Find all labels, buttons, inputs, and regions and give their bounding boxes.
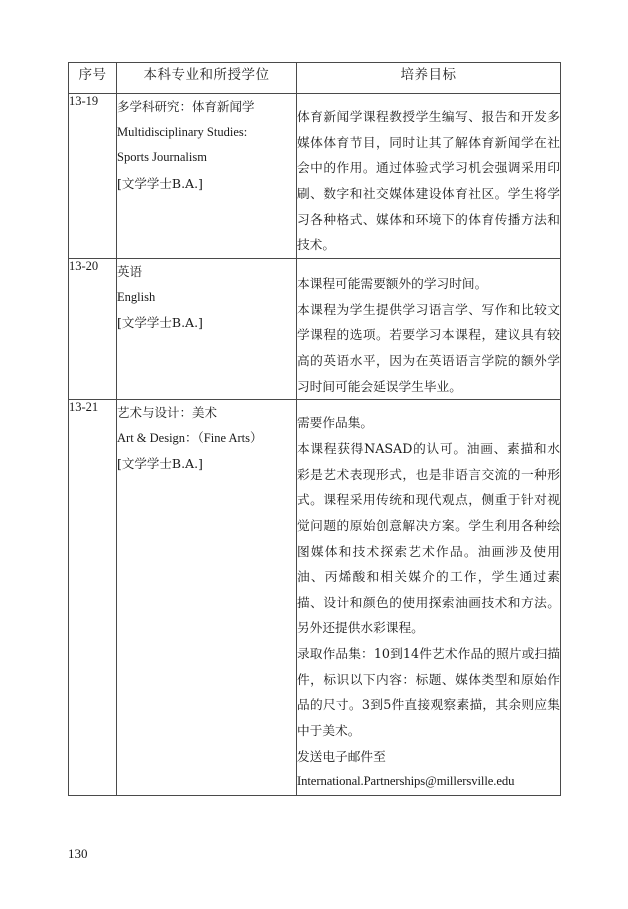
table-row (69, 258, 561, 399)
major-line-en-2: Sports Journalism (117, 150, 207, 165)
goal-paragraph: 录取作品集：10到14件艺术作品的照片或扫描件，标识以下内容：标题、媒体类型和原始作品的尺寸。3到5件直接观察素描，其余则应集中于美术。 (297, 646, 560, 739)
programs-table (68, 62, 561, 796)
major-line-cn: 英语 (117, 263, 143, 279)
table-header (69, 63, 561, 94)
major-line-en-1: Multidisciplinary Studies: (117, 124, 248, 139)
cell-program-major (117, 258, 297, 399)
goal-paragraph: 发送电子邮件至 (297, 748, 386, 764)
major-line-degree: [文学学士B.A.] (117, 175, 203, 191)
goal-paragraph: 需要作品集。 (297, 415, 374, 431)
goal-paragraph: 本课程为学生提供学习语言学、写作和比较文学课程的选项。若要学习本课程，建议具有较高的英语水平，因为在英语语言学院的额外学习时间可能会延误学生毕业。 (297, 301, 560, 394)
major-line-cn: 艺术与设计：美术 (117, 405, 218, 421)
major-line-en-1: English (117, 289, 156, 304)
column-header-goal: 培养目标 (297, 63, 561, 94)
column-header-number: 序号 (69, 63, 117, 94)
cell-program-number: 13-20 (69, 258, 117, 399)
column-header-major: 本科专业和所授学位 (117, 63, 297, 94)
goal-paragraph: 体育新闻学课程教授学生编写、报告和开发多媒体体育节目，同时让其了解体育新闻学在社会中的作用。通过体验式学习机会强调采用印刷、数字和社交媒体建设体育社区。学生将学习各种格式、媒体和环境下的体育传播方法和技术。 (297, 109, 560, 253)
major-line-cn: 多学科研究：体育新闻学 (117, 99, 255, 114)
major-line-degree: [文学学士B.A.] (117, 456, 203, 472)
goal-paragraph: 本课程可能需要额外的学习时间。 (297, 275, 488, 291)
table-row (69, 400, 561, 796)
goal-paragraph: 本课程获得NASAD的认可。油画、素描和水彩是艺术表现形式，也是非语言交流的一种形式。课程采用传统和现代观点，侧重于针对视觉问题的原始创意解决方案。学生利用各种绘图媒体和技术探索艺术作品。油画涉及使用油、丙烯酸和相关媒介的工作，学生通过素描、设计和颜色的使用探索油画技术和方法。另外还提供水彩课程。 (297, 440, 560, 636)
cell-program-major (117, 400, 297, 796)
table-header-row (69, 63, 561, 94)
major-line-en-1: Art & Design：（Fine Arts） (117, 430, 263, 445)
cell-program-goal (297, 94, 561, 259)
table-row (69, 94, 561, 259)
cell-program-goal (297, 258, 561, 399)
cell-program-number: 13-21 (69, 400, 117, 796)
cell-program-number: 13-19 (69, 94, 117, 259)
cell-program-goal (297, 400, 561, 796)
cell-program-major (117, 94, 297, 259)
table-body (69, 94, 561, 796)
major-line-degree: [文学学士B.A.] (117, 315, 203, 331)
page-number: 130 (68, 846, 88, 861)
contact-email: International.Partnerships@millersville.edu (297, 774, 515, 789)
